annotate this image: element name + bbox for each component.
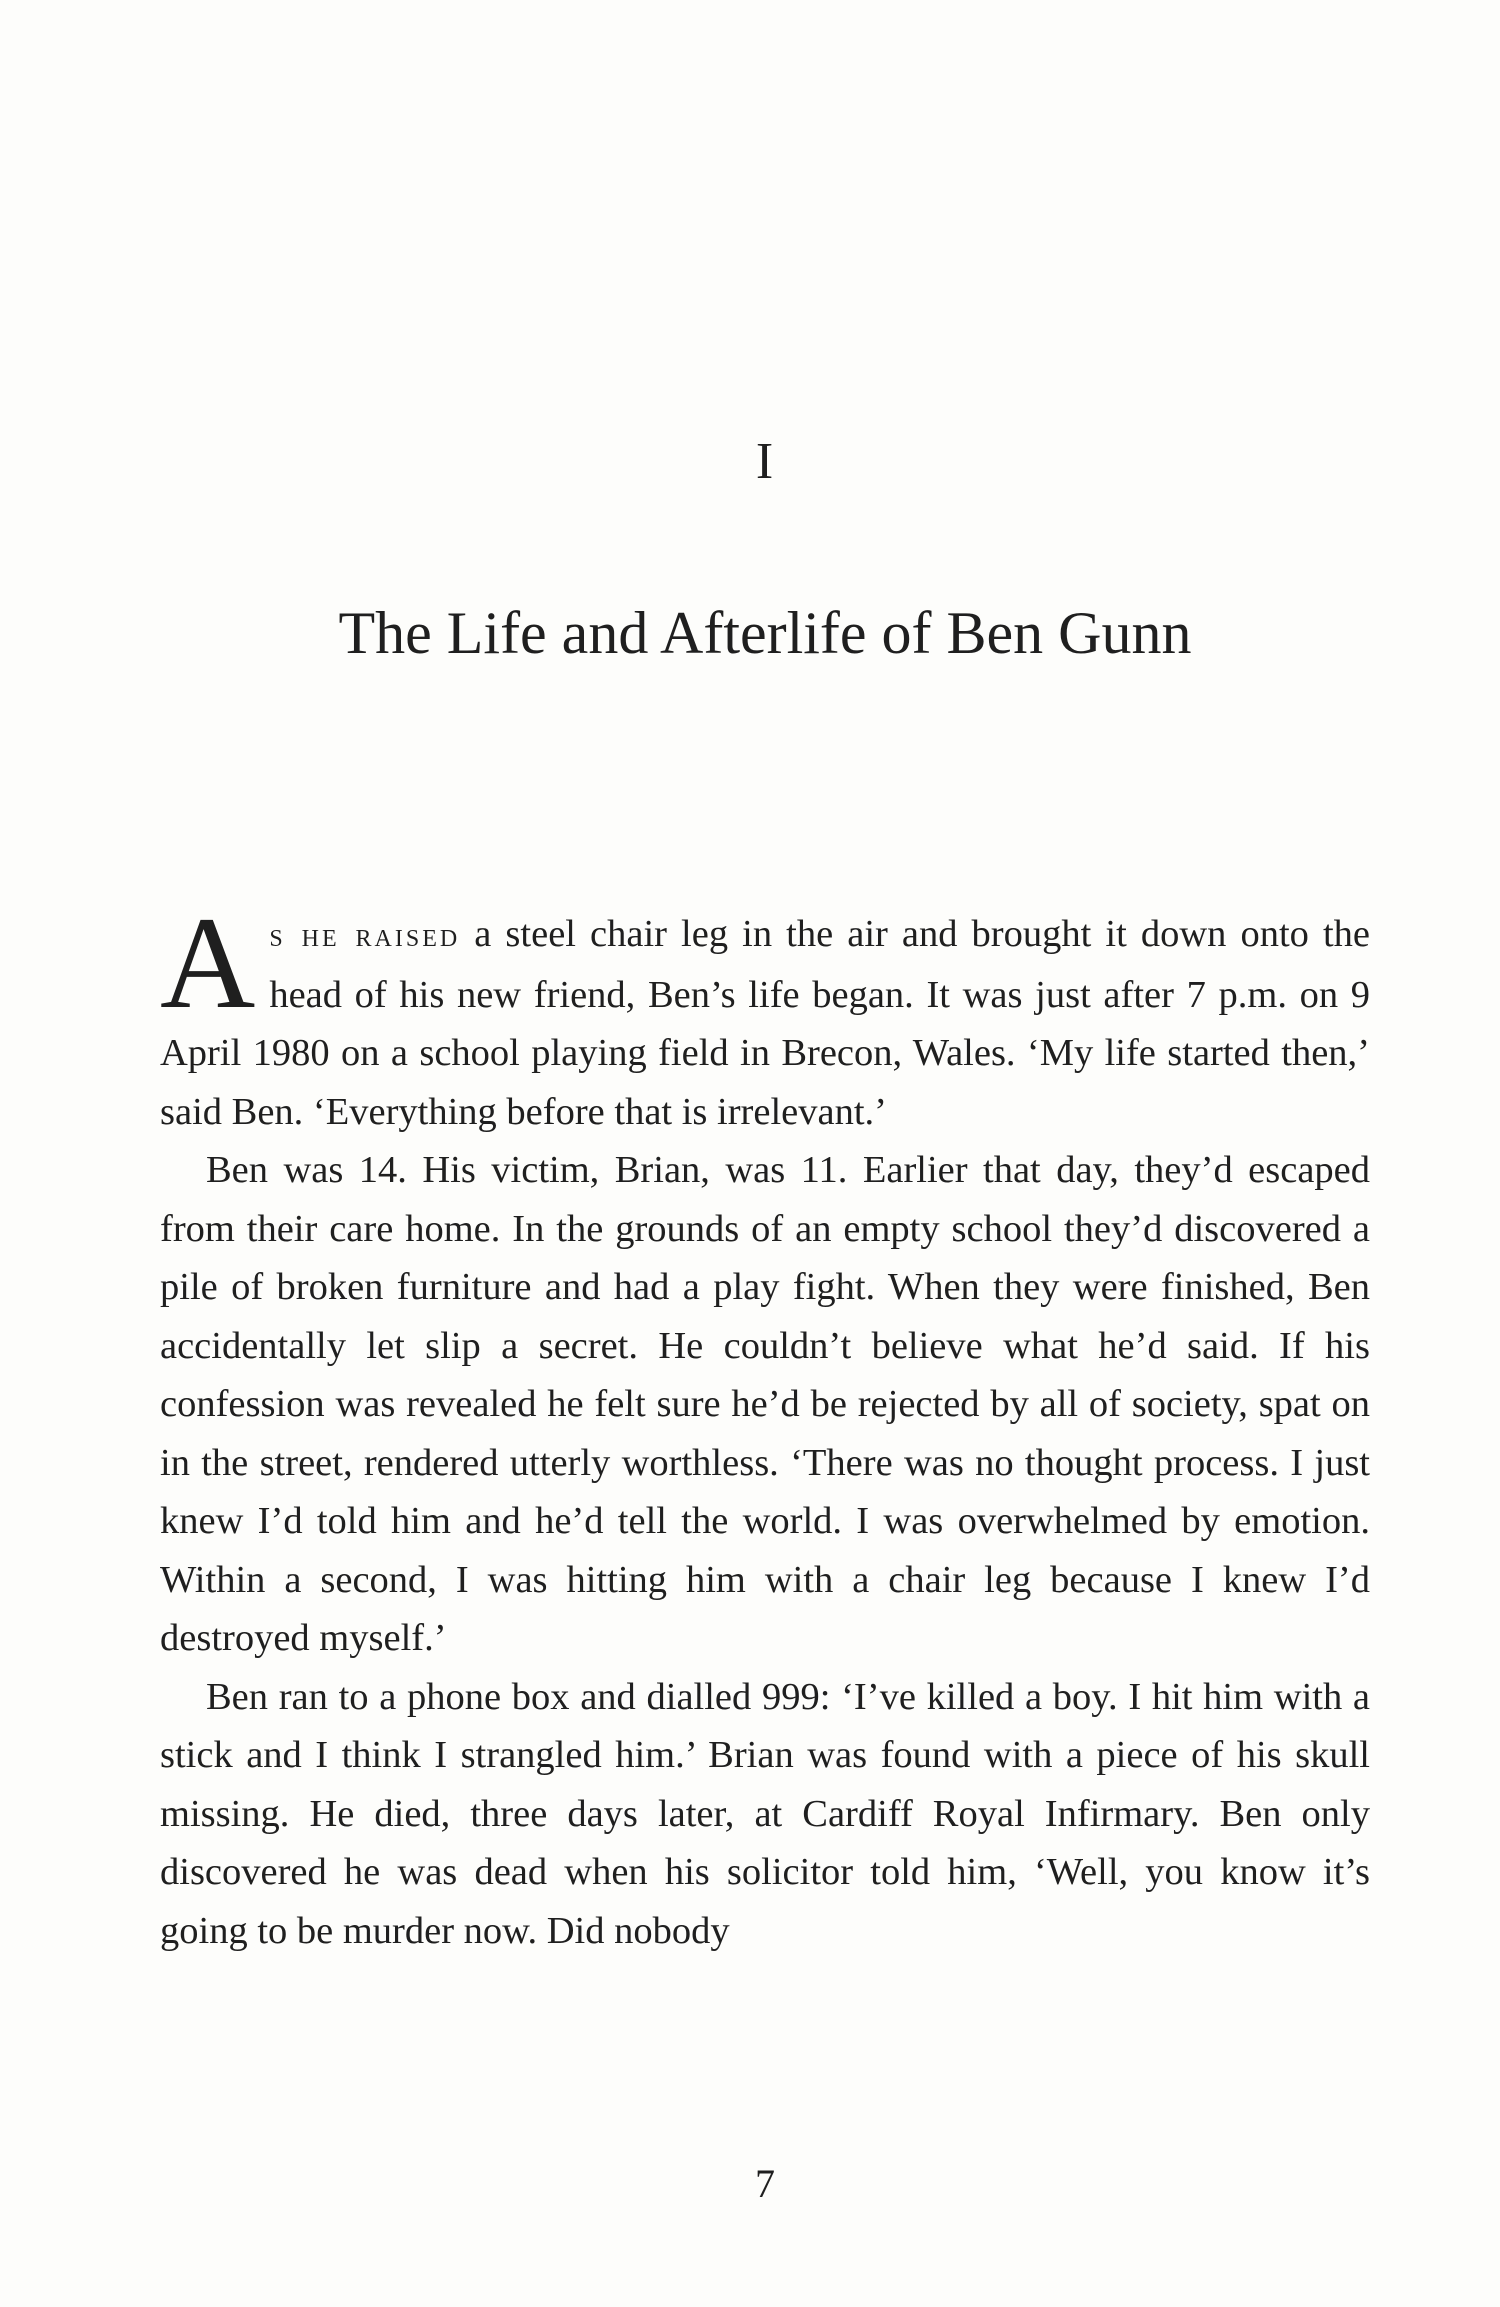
chapter-title: The Life and Afterlife of Ben Gunn xyxy=(338,600,1192,666)
paragraph-1 xyxy=(160,889,1370,1141)
chapter-number: I xyxy=(755,433,775,490)
paragraph-1-text: a steel chair leg in the air and brought it down onto the head of his new friend, Ben’s life began. It was just after 7 p.m. on 9 April 1980 on a school playing field in Brecon, Wales. ‘My life started then,’ said Ben. ‘Everything before that is irrelevant.’ xyxy=(160,913,1370,1133)
paragraph-2: Ben was 14. His victim, Brian, was 11. Earlier that day, they’d escaped from their care home. In the grounds of an empty school they’d discovered a pile of broken furniture and had a play fight. When they were finished, Ben accidentally let slip a secret. He couldn’t believe what he’d said. If his confession was revealed he felt sure he’d be rejected by all of society, spat on in the street, rendered utterly worthless. ‘There was no thought process. I just knew I’d told him and he’d tell the world. I was overwhelmed by emotion. Within a second, I was hitting him with a chair leg because I knew I’d destroyed myself.’ xyxy=(160,1149,1370,1659)
drop-cap: A xyxy=(160,889,256,1036)
page-number: 7 xyxy=(755,2161,775,2206)
paragraph-3: Ben ran to a phone box and dialled 999: ‘I’ve killed a boy. I hit him with a stick and I think I strangled him.’ Brian was found with a piece of his skull missing. He died, three days later, at Cardiff Royal Infirmary. Ben only discovered he was dead when his solicitor told him, ‘Well, you know it’s going to be murder now. Did nobody xyxy=(160,1675,1370,1952)
lead-in-small-caps: s he raised xyxy=(269,917,461,954)
chapter-body xyxy=(160,889,1370,1960)
